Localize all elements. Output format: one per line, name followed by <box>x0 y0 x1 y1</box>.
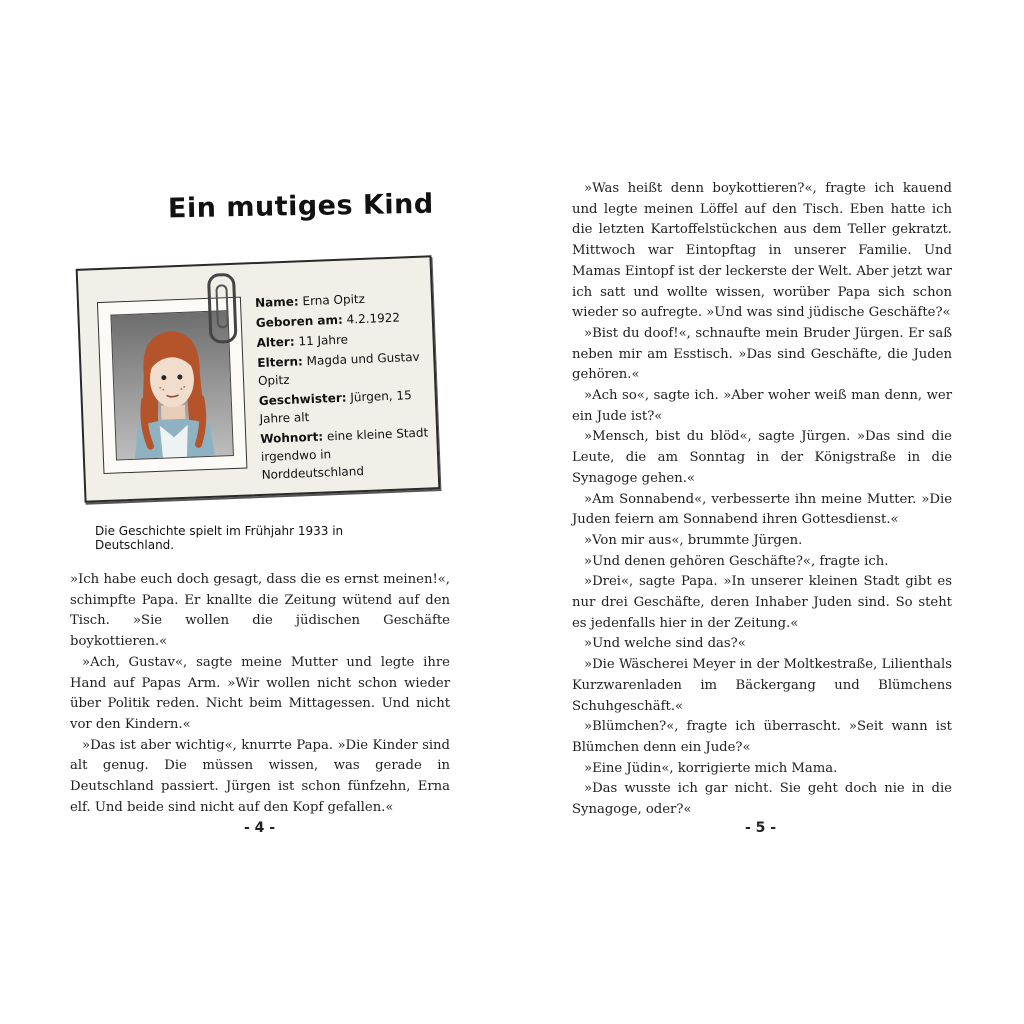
paragraph: »Bist du doof!«, schnaufte mein Bruder Jürgen. Er saß neben mir am Esstisch. »Das sind Geschäfte, die Juden gehören.« <box>572 325 952 383</box>
profile-facts <box>255 288 432 486</box>
paragraph: »Und denen gehören Geschäfte?«, fragte ich. <box>584 553 889 569</box>
fact-parents: Eltern: Magda und Gustav Opitz <box>257 349 420 388</box>
fact-name: Name: Erna Opitz <box>254 291 366 311</box>
profile-card <box>76 255 441 502</box>
paragraph: »Von mir aus«, brummte Jürgen. <box>584 532 803 548</box>
paragraph: »Das wusste ich gar nicht. Sie geht doch nie in die Synagoge, oder?« <box>572 781 952 818</box>
paragraph: »Die Wäscherei Meyer in der Moltkestraße, Lilienthals Kurzwarenladen im Bäckergang und Blümchens Schuhgeschäft.« <box>572 657 952 714</box>
paragraph: »Mensch, bist du blöd«, sagte Jürgen. »Das sind die Leute, die am Sonntag in der Königstraße in die Synagoge gehen.« <box>572 429 952 486</box>
left-page-body <box>70 570 450 818</box>
photo-frame <box>97 297 247 474</box>
fact-siblings: Geschwister: Jürgen, 15 Jahre alt <box>258 388 412 426</box>
page-number-left: - 4 - <box>244 820 276 836</box>
fact-age: Alter: 11 Jahre <box>256 332 349 351</box>
illustration-caption: Die Geschichte spielt im Frühjahr 1933 in Deutschland. <box>95 524 344 552</box>
paperclip-icon <box>207 273 238 344</box>
paragraph: »Was heißt denn boykottieren?«, fragte ich kauend und legte meinen Löffel auf den Tisch. Eben hatte ich die letzten Kartoffelstückchen aus dem Teller gekratzt. Mittwoch war Eintopftag in unserer Familie. Und Mamas Eintopf ist der leckerste der Welt. Aber jetzt war ich satt und wollte wissen, worüber Papa sich schon wieder so aufregte. »Und was sind jüdische Geschäfte?« <box>572 181 952 321</box>
paragraph: »Das ist aber wichtig«, knurrte Papa. »Die Kinder sind alt genug. Die müssen wissen, was gerade in Deutschland passiert. Jürgen ist schon fünfzehn, Erna elf. Und beide sind nicht auf den Kopf gefallen.« <box>70 737 450 815</box>
paragraph: »Eine Jüdin«, korrigierte mich Mama. <box>584 760 838 776</box>
paragraph: »Ach so«, sagte ich. »Aber woher weiß man denn, wer ein Jude ist?« <box>572 388 952 424</box>
chapter-title: Ein mutiges Kind <box>167 188 434 225</box>
paragraph: »Drei«, sagte Papa. »In unserer kleinen Stadt gibt es nur drei Geschäfte, deren Inhaber Juden sind. So steht es jedenfalls hier in der Zeitung.« <box>572 574 952 631</box>
paragraph: »Am Sonnabend«, verbesserte ihn meine Mutter. »Die Juden feiern am Sonnabend ihren Gottesdienst.« <box>572 491 952 528</box>
fact-birthdate: Geboren am: 4.2.1922 <box>255 310 401 331</box>
fact-residence: Wohnort: eine kleine Stadt irgendwo in Norddeutschland <box>260 425 429 482</box>
right-page-body <box>572 179 952 821</box>
paragraph: »Und welche sind das?« <box>584 636 746 652</box>
paragraph: »Blümchen?«, fragte ich überrascht. »Seit wann ist Blümchen denn ein Jude?« <box>572 719 952 755</box>
paragraph: »Ich habe euch doch gesagt, dass die es ernst meinen!«, schimpfte Papa. Er knallte die Zeitung wütend auf den Tisch. »Sie wollen die jüdischen Geschäfte boykottieren.« <box>70 572 450 650</box>
paragraph: »Ach, Gustav«, sagte meine Mutter und legte ihre Hand auf Papas Arm. »Wir wollen nicht schon wieder über Politik reden. Nicht beim Mittagessen. Und nicht vor den Kindern.« <box>70 654 450 732</box>
page-number-right: - 5 - <box>745 820 777 836</box>
